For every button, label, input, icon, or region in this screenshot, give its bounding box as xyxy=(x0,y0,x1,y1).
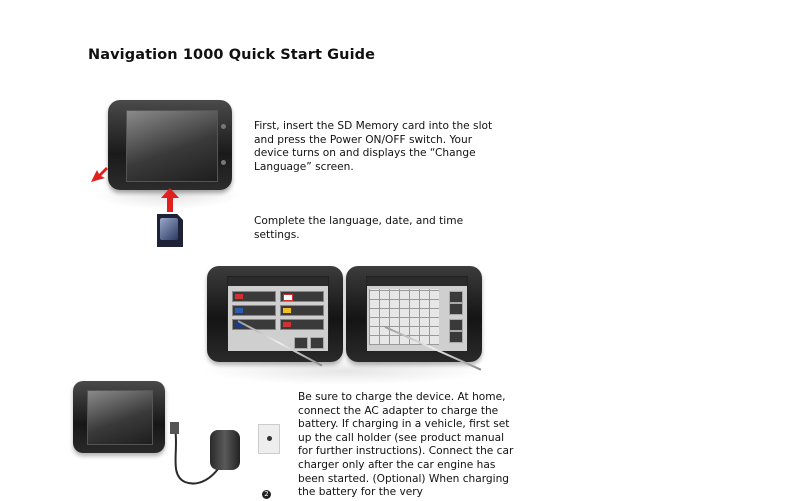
language-option xyxy=(280,319,324,330)
arrow-diagonal-icon xyxy=(88,163,110,185)
device-screen xyxy=(126,110,218,182)
device-screen xyxy=(87,390,153,445)
language-option xyxy=(232,305,276,316)
ac-adapter-image xyxy=(210,430,240,470)
down-button xyxy=(449,331,463,343)
step-number-badge: 2 xyxy=(262,490,271,499)
gps-device-image xyxy=(73,381,165,453)
page-title: Navigation 1000 Quick Start Guide xyxy=(88,47,376,63)
paragraph-settings: Complete the language, date, and time settings. xyxy=(254,215,464,241)
paragraph-insert-sd: First, insert the SD Memory card into the slot and press the Power ON/OFF switch. Your device turns on and displays the “Change Language” screen. xyxy=(254,120,493,173)
language-option xyxy=(232,291,276,302)
screen-title-bar xyxy=(367,277,467,286)
up-button xyxy=(449,319,463,331)
paragraph-charging: Be sure to charge the device. At home, connect the AC adapter to charge the battery. If charging in a vehicle, first set up the call holder (see product manual for further instructions). Connect the car charger only after the car engine has been started. (Optional) When charging the battery for the very xyxy=(298,391,514,499)
screen-title-bar xyxy=(228,277,328,286)
prev-button xyxy=(294,337,308,349)
sd-card-label xyxy=(160,218,178,240)
next-button xyxy=(310,337,324,349)
device-button xyxy=(221,160,226,165)
up-button xyxy=(449,291,463,303)
gps-device-image xyxy=(108,100,232,190)
wall-outlet-image xyxy=(258,424,280,454)
gps-device-language-screen xyxy=(207,266,343,362)
sd-card-image xyxy=(157,214,183,247)
gps-device-calendar-screen xyxy=(346,266,482,362)
down-button xyxy=(449,303,463,315)
language-option xyxy=(280,291,324,302)
language-option xyxy=(280,305,324,316)
device-button xyxy=(221,124,226,129)
arrow-up-icon xyxy=(161,188,179,212)
